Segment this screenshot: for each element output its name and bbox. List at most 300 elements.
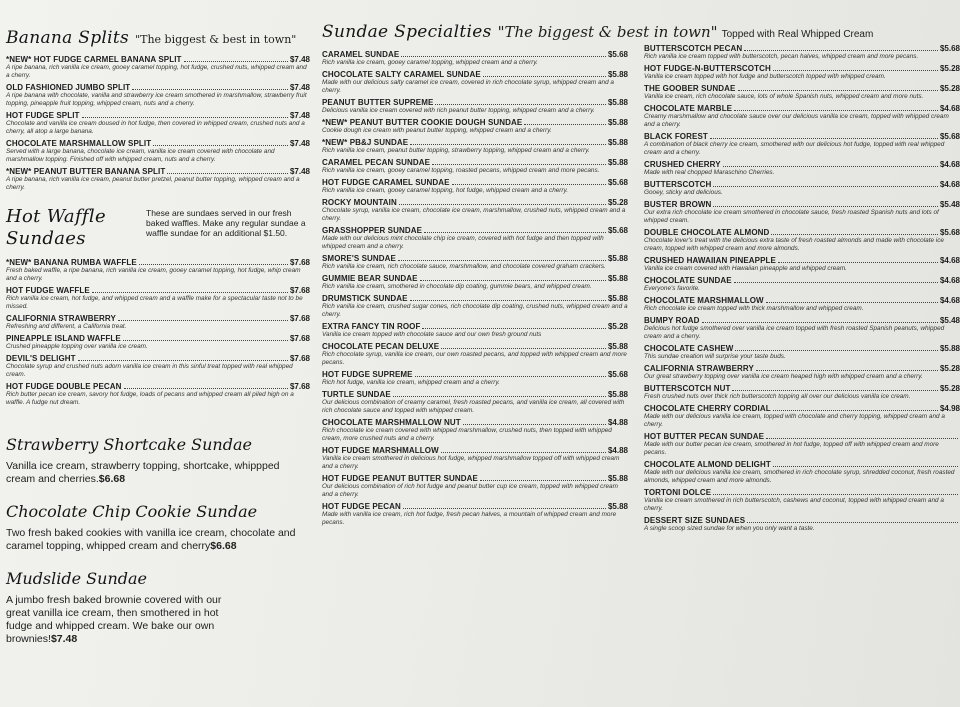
menu-item — [644, 516, 960, 533]
menu-item-header — [644, 316, 960, 325]
menu-item-name: CRUSHED CHERRY — [644, 160, 721, 169]
menu-item — [322, 294, 628, 319]
menu-item-price: $5.88 — [607, 254, 628, 263]
cookie-title: Chocolate Chip Cookie Sundae — [6, 502, 258, 521]
menu-item-header — [322, 118, 628, 127]
dot-leader — [713, 205, 938, 207]
strawberry-desc: Vanilla ice cream, strawberry topping, shortcake, whippped cream and cherries. — [6, 460, 280, 485]
menu-item-name: CARAMEL SUNDAE — [322, 50, 400, 59]
dot-leader — [415, 375, 606, 377]
waffle-title: Hot Waffle Sundaes — [6, 206, 106, 249]
menu-item-header — [322, 322, 628, 331]
dot-leader — [483, 75, 606, 77]
menu-item-name: OLD FASHIONED JUMBO SPLIT — [6, 83, 131, 92]
menu-item — [644, 488, 960, 513]
menu-item-name: BLACK FOREST — [644, 132, 708, 141]
menu-item — [322, 446, 628, 471]
menu-item-description: Served with a large banana, chocolate ice cream, vanilla ice cream covered with chocolate and marshmallow topping. Finished off with whipped cream, nuts and a cherry. — [6, 148, 275, 163]
menu-item-header — [6, 139, 310, 148]
dot-leader — [713, 493, 958, 495]
menu-item-price: $5.68 — [939, 228, 960, 237]
menu-item-header — [322, 446, 628, 455]
dot-leader — [773, 69, 938, 71]
menu-item — [644, 460, 960, 485]
menu-item — [644, 64, 960, 81]
menu-item-name: *NEW* BANANA RUMBA WAFFLE — [6, 258, 137, 267]
menu-item-header — [322, 502, 628, 511]
menu-item-price: $7.68 — [289, 334, 310, 343]
dot-leader — [713, 185, 938, 187]
menu-item-price: $7.68 — [289, 382, 310, 391]
menu-item-name: CHOCOLATE ALMOND DELIGHT — [644, 460, 771, 469]
menu-item-name: HOT FUDGE SUPREME — [322, 370, 413, 379]
menu-item-description: Our delicious combination of creamy caramel, fresh roasted pecans, and vanilla ice cream, all covered with rich chocolate sauce and topped with whipped cream. — [322, 399, 625, 414]
dot-leader — [747, 521, 958, 523]
menu-item-name: BUMPY ROAD — [644, 316, 700, 325]
menu-item-price: $5.68 — [939, 44, 960, 53]
menu-item-price: $5.68 — [607, 370, 628, 379]
menu-item-header — [322, 390, 628, 399]
menu-item-name: DOUBLE CHOCOLATE ALMOND — [644, 228, 770, 237]
dot-leader — [78, 359, 288, 361]
menu-item-header — [644, 276, 960, 285]
menu-item-price: $5.88 — [607, 158, 628, 167]
menu-item-name: HOT FUDGE PECAN — [322, 502, 401, 511]
menu-item — [6, 55, 310, 80]
menu-item-price: $5.68 — [939, 132, 960, 141]
menu-item-name: PEANUT BUTTER SUPREME — [322, 98, 434, 107]
menu-item-price: $5.68 — [607, 50, 628, 59]
menu-item — [644, 344, 960, 361]
menu-item-header — [322, 50, 628, 59]
specialties-title: Sundae Specialties — [322, 22, 492, 42]
menu-item-header — [322, 418, 628, 427]
dot-leader — [92, 291, 288, 293]
dot-leader — [778, 261, 938, 263]
menu-item-header — [6, 314, 310, 323]
menu-item-description: Cookie dough ice cream with peanut butter topping, whipped cream and a cherry. — [322, 127, 552, 134]
menu-item-price: $7.68 — [289, 354, 310, 363]
dot-leader — [710, 137, 938, 139]
menu-item — [644, 316, 960, 341]
menu-item-name: BUSTER BROWN — [644, 200, 712, 209]
menu-item-description: Rich vanilla ice cream, hot fudge, and whipped cream and a waffle make for a spectacular taste not to be missed. — [6, 295, 303, 310]
menu-item-header — [644, 84, 960, 93]
menu-item-name: DESSERT SIZE SUNDAES — [644, 516, 746, 525]
menu-item-header — [322, 274, 628, 283]
menu-item-price: $5.88 — [607, 274, 628, 283]
menu-item-price: $4.68 — [939, 256, 960, 265]
menu-item — [322, 98, 628, 115]
menu-item-price: $5.88 — [607, 342, 628, 351]
menu-item-name: TURTLE SUNDAE — [322, 390, 391, 399]
menu-item-header — [644, 200, 960, 209]
menu-item — [644, 132, 960, 157]
dot-leader — [771, 233, 938, 235]
menu-item-name: HOT FUDGE SPLIT — [6, 111, 80, 120]
menu-item-description: Rich vanilla ice cream, smothered in chocolate dip coating, gummie bears, and whipped cream. — [322, 283, 592, 290]
waffle-list — [6, 258, 310, 407]
menu-item — [644, 364, 960, 381]
menu-item-name: THE GOOBER SUNDAE — [644, 84, 736, 93]
menu-item-header — [6, 258, 310, 267]
dot-leader — [424, 231, 606, 233]
menu-item-header — [6, 382, 310, 391]
menu-item-name: HOT FUDGE DOUBLE PECAN — [6, 382, 122, 391]
menu-item — [6, 314, 310, 331]
menu-item-description: Rich butter pecan ice cream, savory hot fudge, loads of pecans and whipped cream all piled high on a waffle. A fudge nut dream. — [6, 391, 294, 406]
dot-leader — [441, 347, 606, 349]
menu-item-header — [322, 294, 628, 303]
menu-item-header — [322, 158, 628, 167]
menu-item — [644, 296, 960, 313]
left-column — [6, 28, 310, 646]
menu-item-header — [644, 104, 960, 113]
menu-item — [644, 276, 960, 293]
menu-item — [644, 84, 960, 101]
specialties-subtitle: Topped with Real Whipped Cream — [721, 29, 874, 40]
menu-item-description: Gooey, sticky and delicious. — [644, 189, 723, 196]
menu-item-description: Vanilla ice cream smothered in rich butterscotch, cashews and coconut, topped with whipped cream and a cherry. — [644, 497, 944, 512]
menu-item-header — [644, 488, 960, 497]
banana-splits-tagline: "The biggest & best in town" — [135, 33, 297, 46]
menu-item-description: Vanilla ice cream covered with Hawaiian pineapple and whipped cream. — [644, 265, 847, 272]
menu-item-price: $7.48 — [289, 167, 310, 176]
menu-item-description: Chocolate and vanilla ice cream doused in hot fudge, then covered in whipped cream, crushed nuts and a cherry, all atop a large banana. — [6, 120, 305, 135]
menu-item-price: $4.88 — [607, 446, 628, 455]
menu-item-price: $4.68 — [939, 160, 960, 169]
menu-item-price: $4.98 — [939, 404, 960, 413]
menu-item-name: CRUSHED HAWAIIAN PINEAPPLE — [644, 256, 776, 265]
menu-item-header — [6, 167, 310, 176]
menu-item-price: $5.68 — [607, 178, 628, 187]
menu-item — [6, 111, 310, 136]
banana-splits-title: Banana Splits — [6, 28, 130, 48]
menu-item-price: $5.88 — [607, 294, 628, 303]
menu-item-name: PINEAPPLE ISLAND WAFFLE — [6, 334, 121, 343]
menu-item-name: HOT BUTTER PECAN SUNDAE — [644, 432, 765, 441]
dot-leader — [410, 143, 606, 145]
menu-item-description: Made with our delicious salty caramel ice cream, covered in rich chocolate syrup, whipped cream and a cherry. — [322, 79, 614, 94]
dot-leader — [735, 349, 938, 351]
menu-item-name: CHOCOLATE CHERRY CORDIAL — [644, 404, 771, 413]
menu-item — [6, 286, 310, 311]
cookie-section — [6, 502, 310, 553]
menu-item-name: *NEW* PEANUT BUTTER BANANA SPLIT — [6, 167, 166, 176]
menu-item — [322, 118, 628, 135]
menu-item-header — [6, 83, 310, 92]
menu-item — [322, 390, 628, 415]
mudslide-desc: A jumbo fresh baked brownie covered with our great vanilla ice cream, then smothered in hot fudge and whipped cream. We bake our own brownies! — [6, 594, 222, 645]
menu-item-name: CARAMEL PECAN SUNDAE — [322, 158, 431, 167]
strawberry-title: Strawberry Shortcake Sundae — [6, 435, 252, 454]
menu-item-price: $5.48 — [939, 200, 960, 209]
dot-leader — [123, 339, 288, 341]
menu-item-header — [6, 334, 310, 343]
menu-item-header — [644, 460, 960, 469]
waffle-header — [6, 206, 310, 250]
menu-item-description: Rich vanilla ice cream, rich chocolate sauce, marshmallow, and chocolate covered graham crackers. — [322, 263, 606, 270]
menu-item — [322, 322, 628, 339]
dot-leader — [420, 279, 606, 281]
specialties-list — [322, 50, 628, 527]
menu-item-price: $7.68 — [289, 314, 310, 323]
menu-item — [322, 502, 628, 527]
menu-item-price: $5.28 — [939, 384, 960, 393]
menu-item-price: $4.68 — [939, 180, 960, 189]
banana-splits-header — [6, 28, 310, 48]
menu-item-name: CHOCOLATE PECAN DELUXE — [322, 342, 440, 351]
menu-item-header — [644, 344, 960, 353]
menu-item-header — [322, 178, 628, 187]
menu-item-name: CHOCOLATE SUNDAE — [644, 276, 732, 285]
menu-item — [322, 274, 628, 291]
menu-item-name: CHOCOLATE SALTY CARAMEL SUNDAE — [322, 70, 481, 79]
specialties-header — [322, 22, 874, 42]
menu-item-header — [322, 370, 628, 379]
menu-item-name: BUTTERSCOTCH — [644, 180, 712, 189]
menu-item-price: $5.28 — [939, 64, 960, 73]
menu-item — [322, 138, 628, 155]
menu-item-price: $5.88 — [607, 98, 628, 107]
menu-item — [644, 200, 960, 225]
menu-item — [6, 167, 310, 192]
dot-leader — [435, 103, 606, 105]
menu-item-name: DRUMSTICK SUNDAE — [322, 294, 408, 303]
menu-item-name: CALIFORNIA STRAWBERRY — [644, 364, 754, 373]
dot-leader — [452, 183, 606, 185]
menu-item-description: Rich chocolate syrup, vanilla ice cream, our own roasted pecans, and topped with whipped cream and more pecans. — [322, 351, 627, 366]
menu-item-name: *NEW* PB&J SUNDAE — [322, 138, 409, 147]
menu-item-name: HOT FUDGE MARSHMALLOW — [322, 446, 439, 455]
menu-item — [6, 139, 310, 164]
menu-item-price: $7.48 — [289, 55, 310, 64]
menu-item-name: HOT FUDGE PEANUT BUTTER SUNDAE — [322, 474, 478, 483]
menu-item-description: Made with vanilla ice cream, rich hot fudge, fresh pecan halves, a mountain of whipped cream and more pecans. — [322, 511, 617, 526]
dot-leader — [393, 395, 606, 397]
menu-item-description: Fresh crushed nuts over thick rich butterscotch topping all over our delicious vanilla ice cream. — [644, 393, 911, 400]
menu-item-description: Rich chocolate ice cream covered with whipped marshmallow, crushed nuts, then topped with whipped cream, more crushed nuts and a cherry. — [322, 427, 612, 442]
menu-item-description: Rich chocolate ice cream topped with thick marshmallow and whipped cream. — [644, 305, 864, 312]
menu-item — [322, 50, 628, 67]
menu-item-price: $5.48 — [939, 316, 960, 325]
menu-item-description: Delicious hot fudge smothered over vanilla ice cream topped with fresh roasted Spanish peanuts, whipped cream and a cherry. — [644, 325, 945, 340]
strawberry-price: $6.68 — [98, 473, 126, 485]
menu-item-price: $7.68 — [289, 286, 310, 295]
dot-leader — [403, 507, 606, 509]
menu-item — [644, 104, 960, 129]
menu-item-header — [644, 384, 960, 393]
menu-item-header — [644, 180, 960, 189]
menu-item-name: CHOCOLATE MARSHMALLOW NUT — [322, 418, 461, 427]
menu-item-description: A ripe banana, rich vanilla ice cream, gooey caramel topping, hot fudge, crushed nuts, whipped cream and a cherry. — [6, 64, 307, 79]
menu-item-price: $5.28 — [939, 84, 960, 93]
menu-item-name: EXTRA FANCY TIN ROOF — [322, 322, 421, 331]
menu-item-description: A single scoop sized sundae for when you only want a taste. — [644, 525, 815, 532]
menu-item-description: Rich vanilla ice cream topped with butterscotch, pecan halves, whipped cream and more pecans. — [644, 53, 919, 60]
menu-item-header — [6, 286, 310, 295]
menu-item-header — [6, 111, 310, 120]
menu-item — [6, 258, 310, 283]
menu-item-description: Our extra rich chocolate ice cream smothered in chocolate sauce, fresh roasted Spanish nuts and lots of whipped cream. — [644, 209, 939, 224]
menu-item-price: $7.48 — [289, 83, 310, 92]
menu-item — [322, 158, 628, 175]
menu-item-description: Chocolate lover's treat with the delicious extra taste of fresh roasted almonds and made with chocolate ice cream, topped with whipped cream and more almonds. — [644, 237, 944, 252]
menu-item-header — [644, 160, 960, 169]
menu-item-description: Rich vanilla ice cream, gooey caramel topping, roasted pecans, whipped cream and more pecans. — [322, 167, 600, 174]
menu-item-name: CHOCOLATE MARSHMALLOW SPLIT — [6, 139, 152, 148]
strawberry-section — [6, 435, 310, 486]
menu-item-price: $4.68 — [939, 296, 960, 305]
menu-item-description: Made with our delicious vanilla ice cream, topped with chocolate and cherry topping, whipped cream and a cherry. — [644, 413, 945, 428]
menu-item-header — [644, 432, 960, 441]
menu-item-header — [322, 254, 628, 263]
menu-item-description: Crushed pineapple topping over vanilla ice cream. — [6, 343, 148, 350]
menu-item-description: Fresh baked waffle, a ripe banana, rich vanilla ice cream, gooey caramel topping, hot fudge, whip cream and a cherry. — [6, 267, 301, 282]
menu-item-name: DEVIL'S DELIGHT — [6, 354, 76, 363]
menu-item-price: $5.88 — [607, 118, 628, 127]
dot-leader — [766, 437, 958, 439]
menu-item-header — [322, 226, 628, 235]
menu-item-price: $4.88 — [607, 418, 628, 427]
waffle-note: These are sundaes served in our fresh baked waffles. Make any regular sundae a waffle sundae for an additional $1.50. — [146, 208, 306, 238]
menu-item-name: SMORE'S SUNDAE — [322, 254, 396, 263]
menu-item-header — [322, 474, 628, 483]
menu-item-price: $7.48 — [289, 111, 310, 120]
dot-leader — [399, 203, 606, 205]
dot-leader — [463, 423, 606, 425]
menu-item-name: GRASSHOPPER SUNDAE — [322, 226, 423, 235]
dot-leader — [702, 321, 938, 323]
menu-item-header — [644, 44, 960, 53]
menu-item-description: Made with our delicious vanilla ice cream, smothered in rich chocolate syrup, shredded coconut, fresh roasted almonds, whipped cream and more almonds. — [644, 469, 955, 484]
menu-item-description: Vanilla ice cream topped with hot fudge and butterscotch topped with whipped cream. — [644, 73, 886, 80]
menu-item-price: $5.88 — [607, 474, 628, 483]
menu-item-description: Vanilla ice cream smothered in delicious hot fudge, whipped marshmallow topped off with whipped cream and a cherry. — [322, 455, 620, 470]
menu-item-description: Rich vanilla ice cream, gooey caramel topping, whipped cream and a cherry. — [322, 59, 538, 66]
dot-leader — [401, 55, 606, 57]
dot-leader — [732, 389, 937, 391]
menu-item — [322, 198, 628, 223]
dot-leader — [756, 369, 938, 371]
menu-item-description: Rich vanilla ice cream, crushed sugar cones, rich chocolate dip coating, crushed nuts, whipped cream and a cherry. — [322, 303, 628, 318]
cookie-price: $6.68 — [210, 540, 237, 552]
menu-item-header — [644, 64, 960, 73]
menu-item-name: BUTTERSCOTCH NUT — [644, 384, 731, 393]
dot-leader — [734, 109, 938, 111]
menu-item-name: BUTTERSCOTCH PECAN — [644, 44, 743, 53]
menu-item-price: $5.88 — [607, 70, 628, 79]
menu-item-description: This sundae creation will surprise your taste buds. — [644, 353, 786, 360]
menu-item — [644, 404, 960, 429]
menu-item-price: $5.28 — [939, 364, 960, 373]
menu-item-description: Chocolate syrup and crushed nuts adorn vanilla ice cream in this sinful treat topped with real whipped cream. — [6, 363, 293, 378]
dot-leader — [734, 281, 938, 283]
menu-item-description: Everyone's favorite. — [644, 285, 700, 292]
cookie-desc: Two fresh baked cookies with vanilla ice cream, chocolate and caramel topping, whipped cream and cherry — [6, 527, 296, 552]
menu-item-header — [644, 516, 960, 525]
menu-item-name: CHOCOLATE MARBLE — [644, 104, 733, 113]
menu-item-description: Rich hot fudge, vanilla ice cream, whipped cream and a cherry. — [322, 379, 500, 386]
menu-item-header — [644, 256, 960, 265]
menu-item — [644, 44, 960, 61]
dot-leader — [153, 144, 288, 146]
menu-item — [644, 432, 960, 457]
menu-item — [322, 254, 628, 271]
mudslide-section — [6, 569, 310, 646]
menu-item-description: Our great strawberry topping over vanilla ice cream heaped high with whipped cream and a cherry. — [644, 373, 923, 380]
dot-leader — [738, 89, 938, 91]
menu-item-description: Creamy marshmallow and chocolate sauce over our delicious vanilla ice cream, topped with whipped cream and a cherry. — [644, 113, 949, 128]
menu-item-name: ROCKY MOUNTAIN — [322, 198, 397, 207]
dot-leader — [744, 49, 938, 51]
menu-item-price: $4.68 — [939, 104, 960, 113]
mudslide-title: Mudslide Sundae — [6, 569, 147, 588]
menu-item-name: HOT FUDGE CARAMEL SUNDAE — [322, 178, 450, 187]
menu-item — [322, 370, 628, 387]
menu-item — [6, 83, 310, 108]
menu-item-description: Vanilla ice cream, rich chocolate sauce, lots of whole Spanish nuts, whipped cream and more nuts. — [644, 93, 924, 100]
menu-item — [322, 226, 628, 251]
menu-item — [644, 160, 960, 177]
menu-item — [644, 228, 960, 253]
dot-leader — [132, 88, 288, 90]
menu-item-name: *NEW* PEANUT BUTTER COOKIE DOUGH SUNDAE — [322, 118, 523, 127]
menu-item-description: Chocolate syrup, vanilla ice cream, chocolate ice cream, marshmallow, crushed nuts, whipped cream and a cherry. — [322, 207, 626, 222]
menu-item-price: $7.68 — [289, 258, 310, 267]
banana-splits-list — [6, 55, 310, 192]
menu-item — [6, 334, 310, 351]
menu-item-description: Made with our delicious mint chocolate chip ice cream, covered with hot fudge and then topped with whipped cream and a cherry. — [322, 235, 604, 250]
menu-item-description: Vanilla ice cream topped with chocolate sauce and our own fresh ground nuts — [322, 331, 542, 338]
menu-item — [322, 342, 628, 367]
menu-item — [644, 180, 960, 197]
dot-leader — [766, 301, 938, 303]
menu-item — [322, 418, 628, 443]
specialties-list-continued — [644, 44, 960, 533]
menu-item — [644, 384, 960, 401]
mudslide-price: $7.48 — [50, 633, 78, 645]
menu-item-description: A combination of black cherry ice cream, smothered with our delicious hot fudge, topped with real whipped cream and a cherry. — [644, 141, 945, 156]
menu-item-header — [322, 70, 628, 79]
dot-leader — [118, 319, 288, 321]
menu-item-name: HOT FUDGE-N-BUTTERSCOTCH — [644, 64, 771, 73]
dot-leader — [773, 465, 958, 467]
menu-item-description: Rich vanilla ice cream, gooey caramel topping, hot fudge, whipped cream and a cherry. — [322, 187, 569, 194]
dot-leader — [422, 327, 606, 329]
dot-leader — [124, 387, 288, 389]
menu-item-header — [6, 55, 310, 64]
menu-item-header — [644, 404, 960, 413]
menu-item-price: $5.28 — [607, 322, 628, 331]
menu-item-header — [644, 132, 960, 141]
menu-item-price: $5.88 — [607, 502, 628, 511]
menu-item — [6, 382, 310, 407]
menu-item-price: $5.88 — [939, 344, 960, 353]
menu-item-description: Made with real chopped Maraschino Cherries. — [644, 169, 775, 176]
menu-item — [6, 354, 310, 379]
menu-item — [322, 474, 628, 499]
menu-item-header — [322, 342, 628, 351]
menu-item-description: Made with our butter pecan ice cream, smothered in hot fudge, topped off with whipped cream and more pecans. — [644, 441, 939, 456]
dot-leader — [167, 172, 288, 174]
menu-item-header — [644, 364, 960, 373]
menu-item — [322, 70, 628, 95]
menu-item — [322, 178, 628, 195]
menu-item-header — [6, 354, 310, 363]
dot-leader — [480, 479, 606, 481]
dot-leader — [82, 116, 288, 118]
